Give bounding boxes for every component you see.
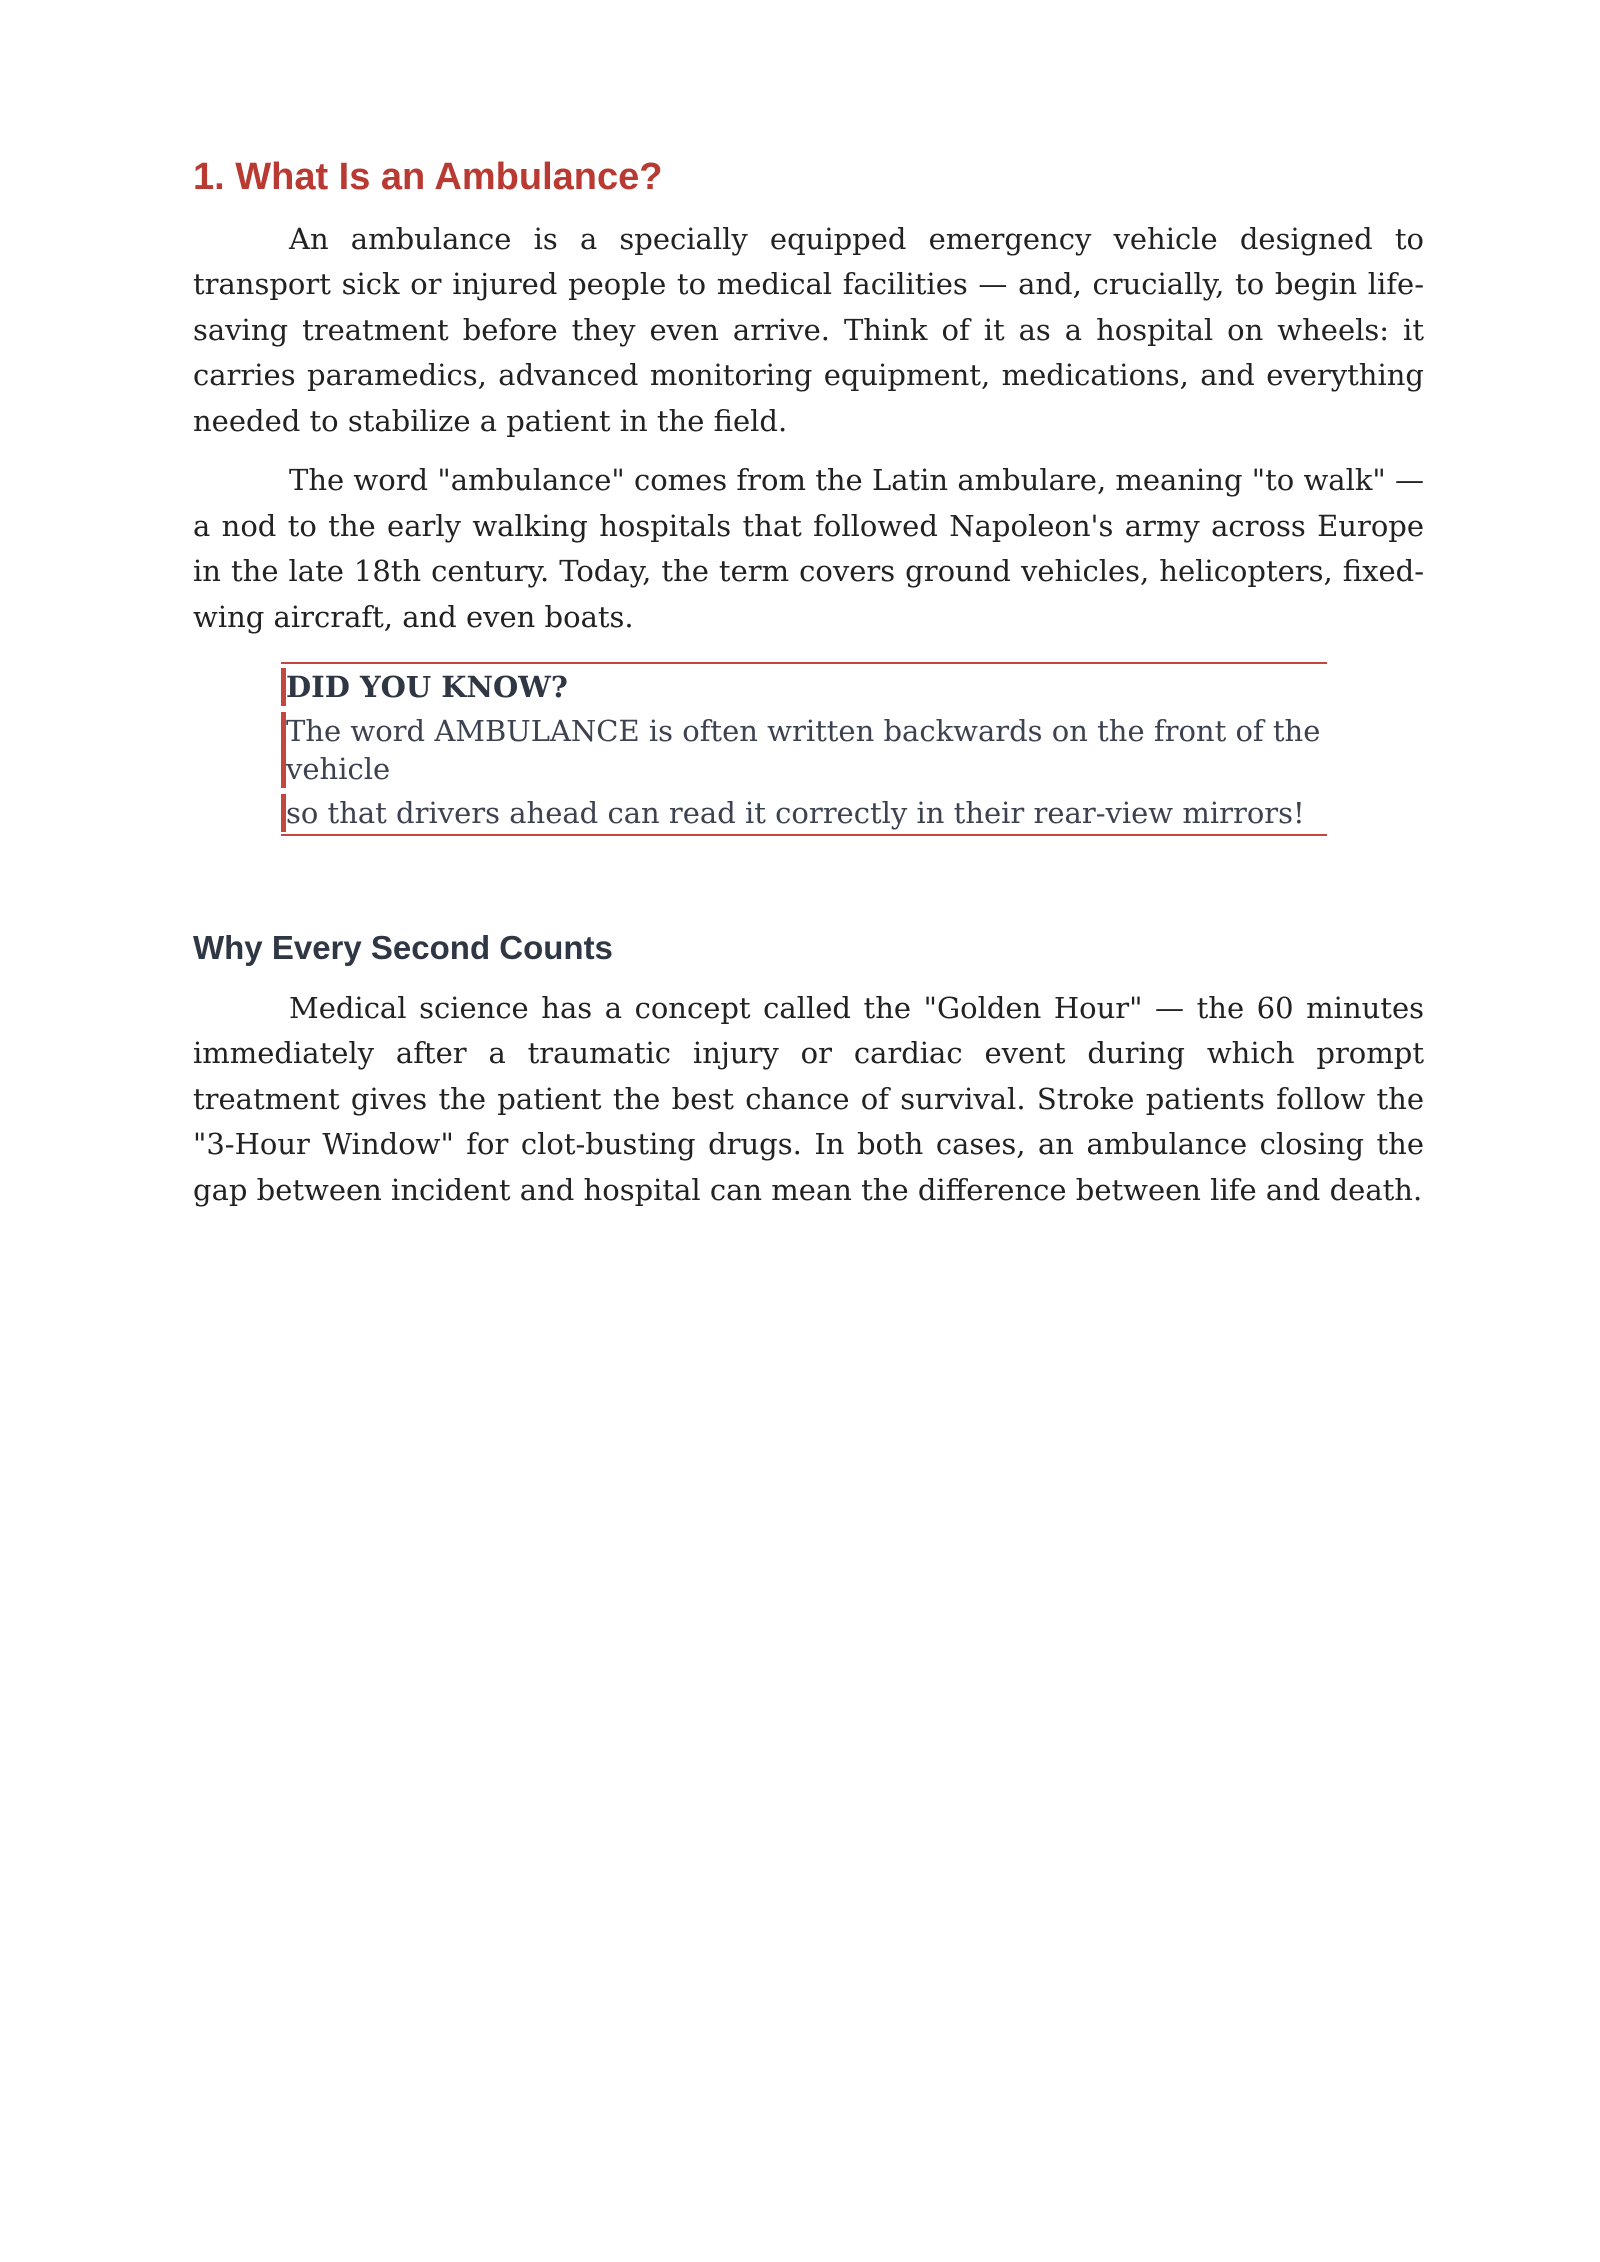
page-content	[193, 155, 1424, 1227]
callout-heading: DID YOU KNOW?	[281, 668, 1327, 706]
paragraph-etymology: The word "ambulance" comes from the Latin ambulare, meaning "to walk" — a nod to the early walking hospitals that followed Napoleon's army across Europe in the late 18th century. Today, the term covers ground vehicles, helicopters, fixed-wing aircraft, and even boats.	[193, 463, 1424, 634]
did-you-know-callout	[281, 662, 1327, 836]
paragraph-golden-hour: Medical science has a concept called the "Golden Hour" — the 60 minutes immediately after a traumatic injury or cardiac event during which prompt treatment gives the patient the best chance of survival. Stroke patients follow the "3-Hour Window" for clot-busting drugs. In both cases, an ambulance closing the gap between incident and hospital can mean the difference between life and death.	[193, 990, 1424, 1207]
callout-line-2: so that drivers ahead can read it correctly in their rear-view mirrors!	[281, 794, 1327, 832]
section-title: 1. What Is an Ambulance?	[193, 156, 663, 198]
callout-line-1: The word AMBULANCE is often written backwards on the front of the vehicle	[281, 712, 1327, 788]
subsection-title: Why Every Second Counts	[193, 929, 613, 967]
paragraph-intro: An ambulance is a specially equipped emergency vehicle designed to transport sick or injured people to medical facilities — and, crucially, to begin life-saving treatment before they even arrive. Think of it as a hospital on wheels: it carries paramedics, advanced monitoring equipment, medications, and everything needed to stabilize a patient in the field.	[193, 221, 1424, 438]
